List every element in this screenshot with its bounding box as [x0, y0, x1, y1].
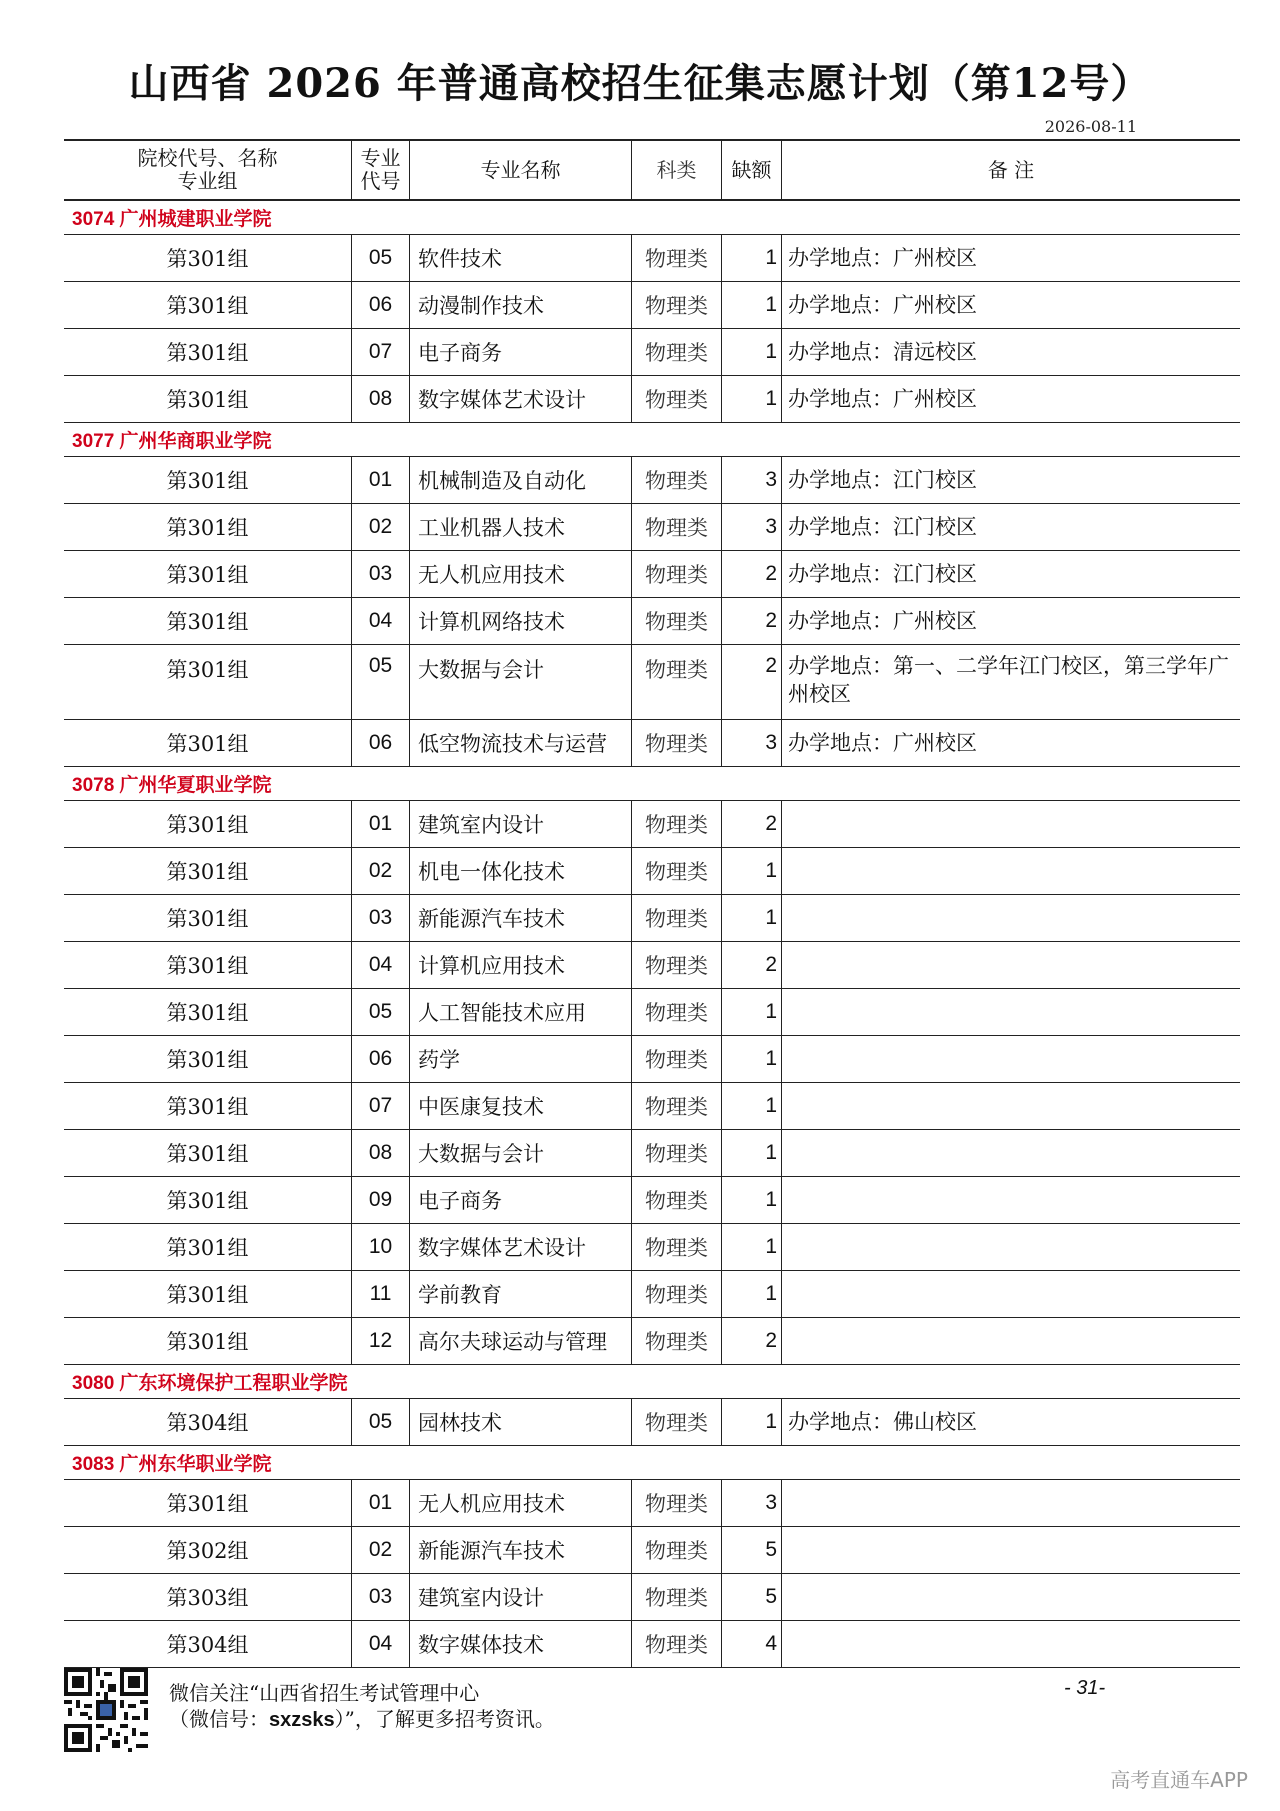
- cell-quota: 2: [722, 1318, 782, 1364]
- cell-group: 第301组: [64, 1318, 352, 1364]
- cell-category: 物理类: [632, 1083, 722, 1129]
- table-row: [64, 848, 1240, 895]
- cell-remark: [782, 1083, 1240, 1129]
- cell-major-code: 06: [352, 282, 410, 328]
- cell-major-name: 无人机应用技术: [410, 1480, 632, 1526]
- cell-quota: 1: [722, 376, 782, 422]
- cell-remark: [782, 1271, 1240, 1317]
- cell-group: 第301组: [64, 645, 352, 719]
- cell-remark: [782, 1574, 1240, 1620]
- cell-quota: 1: [722, 1130, 782, 1176]
- cell-group: 第301组: [64, 720, 352, 766]
- cell-group: 第301组: [64, 1480, 352, 1526]
- cell-major-code: 07: [352, 1083, 410, 1129]
- quota-table: [64, 139, 1240, 1668]
- cell-remark: [782, 895, 1240, 941]
- cell-category: 物理类: [632, 598, 722, 644]
- cell-remark: [782, 848, 1240, 894]
- cell-quota: 1: [722, 1399, 782, 1445]
- cell-remark: 办学地点：第一、二学年江门校区，第三学年广州校区: [788, 654, 1229, 706]
- cell-category: 物理类: [632, 1574, 722, 1620]
- cell-remark: 办学地点：清远校区: [788, 340, 977, 364]
- cell-quota: 2: [722, 645, 782, 719]
- cell-major-name: 人工智能技术应用: [410, 989, 632, 1035]
- cell-major-name: 园林技术: [410, 1399, 632, 1445]
- table-row: [64, 989, 1240, 1036]
- cell-major-name: 高尔夫球运动与管理: [410, 1318, 632, 1364]
- cell-category: 物理类: [632, 329, 722, 375]
- cell-category: 物理类: [632, 1399, 722, 1445]
- cell-quota: 3: [722, 457, 782, 503]
- school-header: 3083 广州东华职业学院: [64, 1446, 1240, 1480]
- cell-major-code: 05: [352, 989, 410, 1035]
- table-row: [64, 551, 1240, 598]
- table-body: [64, 201, 1240, 1668]
- cell-group: 第301组: [64, 1083, 352, 1129]
- table-row: [64, 504, 1240, 551]
- table-row: [64, 1527, 1240, 1574]
- cell-quota: 3: [722, 1480, 782, 1526]
- cell-group: 第301组: [64, 1036, 352, 1082]
- cell-major-code: 12: [352, 1318, 410, 1364]
- cell-major-name: 学前教育: [410, 1271, 632, 1317]
- page-number: - 31-: [1064, 1677, 1106, 1699]
- cell-remark: 办学地点：广州校区: [788, 293, 977, 317]
- cell-major-name: 计算机网络技术: [410, 598, 632, 644]
- cell-major-name: 中医康复技术: [410, 1083, 632, 1129]
- cell-major-code: 02: [352, 1527, 410, 1573]
- cell-major-name: 数字媒体艺术设计: [410, 1224, 632, 1270]
- cell-remark: [782, 942, 1240, 988]
- watermark: 高考直通车APP: [1110, 1768, 1248, 1792]
- cell-major-name: 低空物流技术与运营: [410, 720, 632, 766]
- cell-major-name: 电子商务: [410, 1177, 632, 1223]
- cell-category: 物理类: [632, 1271, 722, 1317]
- table-row: [64, 1083, 1240, 1130]
- cell-major-name: 新能源汽车技术: [410, 1527, 632, 1573]
- school-header: 3077 广州华商职业学院: [64, 423, 1240, 457]
- cell-major-name: 动漫制作技术: [410, 282, 632, 328]
- cell-group: 第304组: [64, 1399, 352, 1445]
- cell-category: 物理类: [632, 1621, 722, 1667]
- cell-quota: 1: [722, 1271, 782, 1317]
- cell-remark: [782, 989, 1240, 1035]
- cell-major-code: 05: [352, 1399, 410, 1445]
- cell-group: 第301组: [64, 1271, 352, 1317]
- cell-category: 物理类: [632, 848, 722, 894]
- cell-remark: 办学地点：广州校区: [788, 387, 977, 411]
- cell-category: 物理类: [632, 801, 722, 847]
- table-row: [64, 1177, 1240, 1224]
- cell-major-code: 01: [352, 1480, 410, 1526]
- cell-group: 第301组: [64, 895, 352, 941]
- cell-remark: 办学地点：广州校区: [788, 246, 977, 270]
- cell-group: 第301组: [64, 1224, 352, 1270]
- cell-category: 物理类: [632, 1130, 722, 1176]
- cell-major-code: 02: [352, 504, 410, 550]
- header-school-group: 院校代号、名称 专业组: [64, 141, 352, 199]
- cell-quota: 1: [722, 282, 782, 328]
- page-title: 山西省 2026 年普通高校招生征集志愿计划（第12号）: [128, 60, 1152, 107]
- cell-quota: 1: [722, 1083, 782, 1129]
- cell-remark: [782, 1130, 1240, 1176]
- cell-category: 物理类: [632, 720, 722, 766]
- cell-major-name: 机电一体化技术: [410, 848, 632, 894]
- cell-remark: [782, 1318, 1240, 1364]
- cell-quota: 1: [722, 1177, 782, 1223]
- cell-major-name: 建筑室内设计: [410, 1574, 632, 1620]
- cell-quota: 1: [722, 848, 782, 894]
- cell-remark: [782, 1480, 1240, 1526]
- cell-quota: 2: [722, 551, 782, 597]
- cell-major-code: 02: [352, 848, 410, 894]
- table-row: [64, 1130, 1240, 1177]
- cell-category: 物理类: [632, 895, 722, 941]
- cell-quota: 2: [722, 942, 782, 988]
- cell-category: 物理类: [632, 1527, 722, 1573]
- footer-line-1: 微信关注“山西省招生考试管理中心: [169, 1681, 480, 1705]
- cell-remark: [782, 1177, 1240, 1223]
- cell-major-code: 03: [352, 895, 410, 941]
- cell-category: 物理类: [632, 989, 722, 1035]
- cell-remark: 办学地点：广州校区: [788, 609, 977, 633]
- header-major-name: 专业名称: [410, 141, 632, 199]
- cell-group: 第301组: [64, 235, 352, 281]
- cell-group: 第301组: [64, 1177, 352, 1223]
- cell-group: 第303组: [64, 1574, 352, 1620]
- cell-category: 物理类: [632, 235, 722, 281]
- cell-category: 物理类: [632, 282, 722, 328]
- qr-code-icon: [64, 1668, 148, 1752]
- cell-major-name: 计算机应用技术: [410, 942, 632, 988]
- school-header: 3080 广东环境保护工程职业学院: [64, 1365, 1240, 1399]
- cell-remark: 办学地点：广州校区: [788, 731, 977, 755]
- cell-quota: 1: [722, 1036, 782, 1082]
- cell-remark: [782, 801, 1240, 847]
- cell-major-code: 09: [352, 1177, 410, 1223]
- header-remark: 备 注: [987, 157, 1035, 182]
- cell-category: 物理类: [632, 1036, 722, 1082]
- cell-remark: 办学地点：江门校区: [788, 562, 977, 586]
- cell-major-code: 04: [352, 1621, 410, 1667]
- cell-category: 物理类: [632, 1480, 722, 1526]
- cell-major-code: 11: [352, 1271, 410, 1317]
- table-row: [64, 1480, 1240, 1527]
- cell-category: 物理类: [632, 645, 722, 719]
- cell-group: 第301组: [64, 942, 352, 988]
- cell-group: 第301组: [64, 598, 352, 644]
- cell-major-code: 07: [352, 329, 410, 375]
- cell-group: 第301组: [64, 457, 352, 503]
- cell-category: 物理类: [632, 1224, 722, 1270]
- cell-remark: 办学地点：江门校区: [788, 515, 977, 539]
- cell-major-name: 工业机器人技术: [410, 504, 632, 550]
- cell-group: 第301组: [64, 282, 352, 328]
- cell-group: 第301组: [64, 504, 352, 550]
- header-major-code: 专业 代号: [352, 141, 410, 199]
- cell-quota: 1: [722, 235, 782, 281]
- footer-text: [169, 1680, 555, 1733]
- table-row: [64, 329, 1240, 376]
- table-row: [64, 1224, 1240, 1271]
- table-row: [64, 801, 1240, 848]
- cell-major-name: 无人机应用技术: [410, 551, 632, 597]
- table-row: [64, 282, 1240, 329]
- cell-quota: 3: [722, 720, 782, 766]
- table-row: [64, 598, 1240, 645]
- cell-quota: 1: [722, 329, 782, 375]
- cell-major-name: 药学: [410, 1036, 632, 1082]
- cell-major-name: 大数据与会计: [410, 1130, 632, 1176]
- cell-remark: 办学地点：江门校区: [788, 468, 977, 492]
- cell-major-code: 08: [352, 1130, 410, 1176]
- cell-quota: 1: [722, 989, 782, 1035]
- cell-category: 物理类: [632, 504, 722, 550]
- cell-major-code: 10: [352, 1224, 410, 1270]
- cell-major-code: 08: [352, 376, 410, 422]
- cell-group: 第301组: [64, 551, 352, 597]
- cell-quota: 3: [722, 504, 782, 550]
- cell-quota: 2: [722, 801, 782, 847]
- header-category: 科类: [632, 141, 722, 199]
- cell-category: 物理类: [632, 1177, 722, 1223]
- cell-major-name: 机械制造及自动化: [410, 457, 632, 503]
- cell-major-code: 05: [352, 235, 410, 281]
- cell-major-code: 06: [352, 720, 410, 766]
- cell-remark: [782, 1036, 1240, 1082]
- cell-quota: 5: [722, 1574, 782, 1620]
- footer-line-2: （微信号：sxzsks）”，了解更多招考资讯。: [169, 1707, 555, 1731]
- cell-major-name: 数字媒体技术: [410, 1621, 632, 1667]
- cell-group: 第301组: [64, 801, 352, 847]
- cell-major-code: 04: [352, 942, 410, 988]
- cell-group: 第301组: [64, 989, 352, 1035]
- cell-major-code: 03: [352, 1574, 410, 1620]
- cell-quota: 2: [722, 598, 782, 644]
- cell-major-name: 大数据与会计: [410, 645, 632, 719]
- table-header: [64, 139, 1240, 201]
- table-row: [64, 1036, 1240, 1083]
- table-row: [64, 1271, 1240, 1318]
- table-row: [64, 1399, 1240, 1446]
- cell-major-code: 06: [352, 1036, 410, 1082]
- cell-quota: 1: [722, 895, 782, 941]
- cell-quota: 4: [722, 1621, 782, 1667]
- cell-remark: 办学地点：佛山校区: [788, 1410, 977, 1434]
- cell-major-name: 电子商务: [410, 329, 632, 375]
- cell-major-name: 建筑室内设计: [410, 801, 632, 847]
- cell-remark: [782, 1527, 1240, 1573]
- table-row: [64, 720, 1240, 767]
- cell-group: 第302组: [64, 1527, 352, 1573]
- cell-remark: [782, 1621, 1240, 1667]
- school-header: 3078 广州华夏职业学院: [64, 767, 1240, 801]
- table-row: [64, 1318, 1240, 1365]
- cell-remark: [782, 1224, 1240, 1270]
- table-row: [64, 1574, 1240, 1621]
- table-row: [64, 645, 1240, 720]
- table-row: [64, 376, 1240, 423]
- cell-major-code: 03: [352, 551, 410, 597]
- table-row: [64, 457, 1240, 504]
- table-row: [64, 895, 1240, 942]
- table-row: [64, 942, 1240, 989]
- cell-group: 第301组: [64, 376, 352, 422]
- cell-category: 物理类: [632, 1318, 722, 1364]
- cell-category: 物理类: [632, 551, 722, 597]
- cell-major-code: 04: [352, 598, 410, 644]
- table-row: [64, 235, 1240, 282]
- cell-category: 物理类: [632, 376, 722, 422]
- cell-group: 第301组: [64, 848, 352, 894]
- cell-major-name: 数字媒体艺术设计: [410, 376, 632, 422]
- cell-quota: 1: [722, 1224, 782, 1270]
- cell-major-name: 新能源汽车技术: [410, 895, 632, 941]
- header-quota: 缺额: [722, 141, 782, 199]
- cell-major-code: 01: [352, 801, 410, 847]
- school-header: 3074 广州城建职业学院: [64, 201, 1240, 235]
- cell-category: 物理类: [632, 942, 722, 988]
- cell-category: 物理类: [632, 457, 722, 503]
- publish-date: 2026-08-11: [1044, 117, 1137, 136]
- cell-group: 第301组: [64, 329, 352, 375]
- cell-quota: 5: [722, 1527, 782, 1573]
- table-row: [64, 1621, 1240, 1668]
- cell-group: 第301组: [64, 1130, 352, 1176]
- cell-major-code: 05: [352, 645, 410, 719]
- cell-group: 第304组: [64, 1621, 352, 1667]
- cell-major-name: 软件技术: [410, 235, 632, 281]
- cell-major-code: 01: [352, 457, 410, 503]
